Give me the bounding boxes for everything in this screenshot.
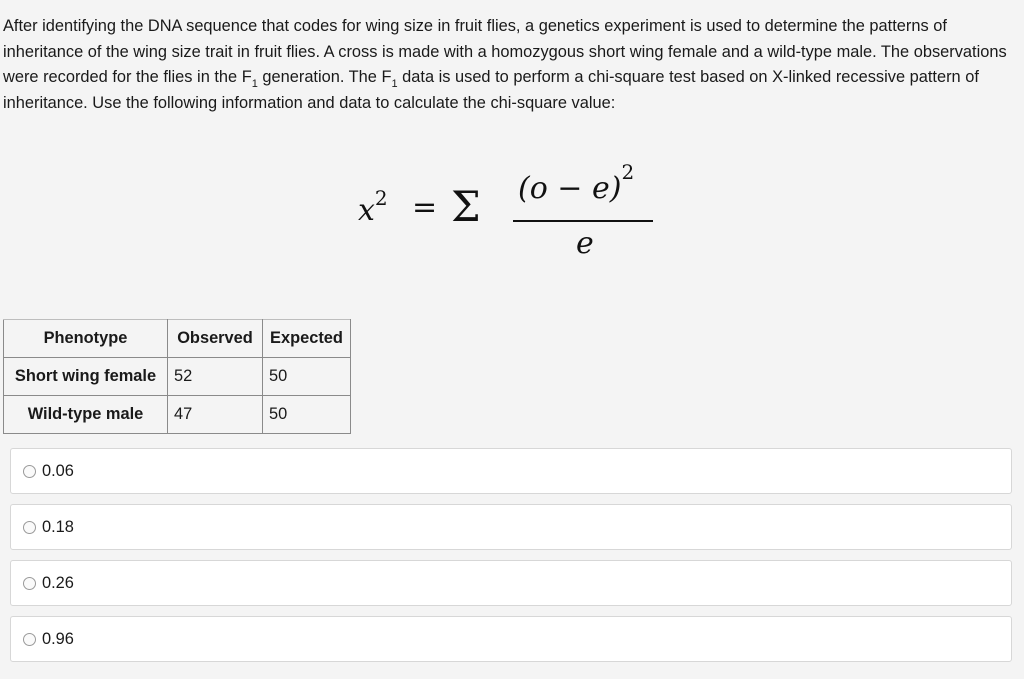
radio-button-icon[interactable] bbox=[23, 521, 36, 534]
observed-cell: 47 bbox=[168, 396, 263, 434]
chi-square-formula bbox=[358, 160, 658, 260]
formula-numerator: $(o - e)^2$ bbox=[518, 160, 635, 206]
table-row bbox=[4, 396, 351, 434]
header-phenotype: Phenotype bbox=[4, 320, 168, 358]
phenotype-cell: Wild-type male bbox=[4, 396, 168, 434]
answer-options bbox=[10, 448, 1012, 672]
option-label: 0.96 bbox=[42, 629, 74, 648]
question-text: After identifying the DNA sequence that codes for wing size in fruit flies, a genetics experiment is used to determine the patterns of inheritance of the wing size trait in fruit flies. A cross is made with a homozygous short wing female and a wild-type male. The observations were recorded for the flies in the $F_1$ generation. The $F_1$ data is used to perform a chi-square test based on X-linked recessive pattern of inheritance. Use the following information and data to calculate the chi-square value: bbox=[3, 17, 1007, 112]
phenotype-cell: Short wing female bbox=[4, 358, 168, 396]
formula-equals: = bbox=[412, 190, 438, 225]
option-label: 0.26 bbox=[42, 573, 74, 592]
data-table bbox=[3, 319, 351, 434]
radio-button-icon[interactable] bbox=[23, 633, 36, 646]
radio-button-icon[interactable] bbox=[23, 465, 36, 478]
table-row bbox=[4, 358, 351, 396]
answer-option-1[interactable] bbox=[10, 448, 1012, 494]
formula-denominator: e bbox=[576, 226, 594, 261]
option-label: 0.18 bbox=[42, 517, 74, 536]
expected-cell: 50 bbox=[263, 396, 351, 434]
sigma-symbol: Σ bbox=[451, 182, 481, 231]
answer-option-4[interactable] bbox=[10, 616, 1012, 662]
fraction-bar bbox=[513, 220, 653, 222]
radio-button-icon[interactable] bbox=[23, 577, 36, 590]
observed-cell: 52 bbox=[168, 358, 263, 396]
option-label: 0.06 bbox=[42, 461, 74, 480]
table-header-row bbox=[4, 320, 351, 358]
header-expected: Expected bbox=[263, 320, 351, 358]
answer-option-3[interactable] bbox=[10, 560, 1012, 606]
header-observed: Observed bbox=[168, 320, 263, 358]
expected-cell: 50 bbox=[263, 358, 351, 396]
answer-option-2[interactable] bbox=[10, 504, 1012, 550]
formula-lhs: $x^2$ bbox=[358, 186, 388, 228]
